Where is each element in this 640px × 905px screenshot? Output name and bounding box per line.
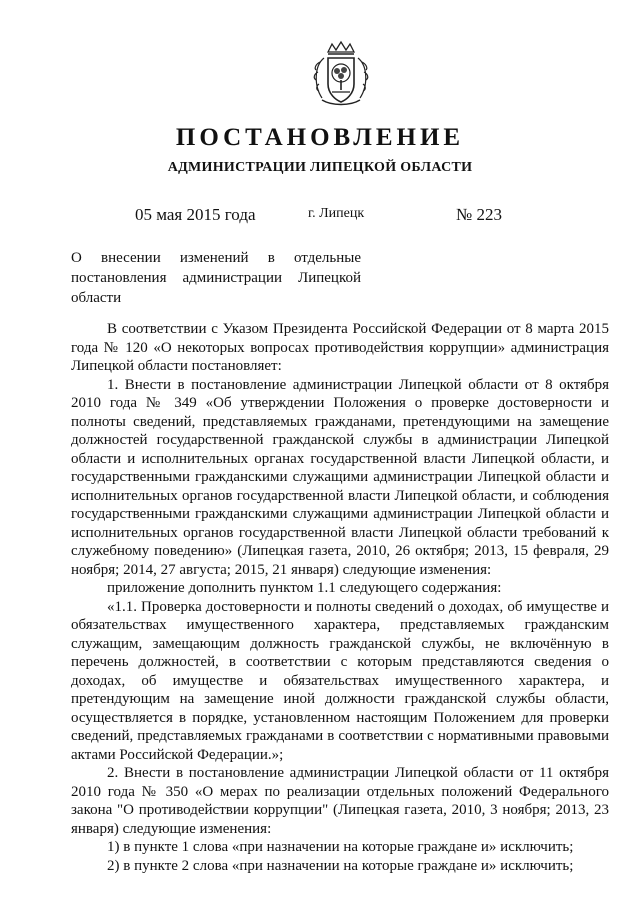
paragraph-subitem-1: 1) в пункте 1 слова «при назначении на которые граждане и» исключить; (107, 839, 574, 855)
document-body (71, 320, 609, 875)
paragraph-preamble: В соответствии с Указом Президента Российской Федерации от 8 марта 2015 года № 120 «О некоторых вопросах противодействия коррупции» администрация Липецкой области постановляет: (71, 321, 609, 374)
document-city: г. Липецк (308, 206, 365, 221)
issuing-authority: АДМИНИСТРАЦИИ ЛИПЕЦКОЙ ОБЛАСТИ (167, 160, 473, 175)
paragraph-amendment-text: «1.1. Проверка достоверности и полноты сведений о доходах, об имуществе и обязательствах имущественного характера, представляемых гражданским служащим, замещающим должность гражданской службы, не включённую в перечень должностей, в соответствии с которым представляются сведения о доходах, об имуществе и обязательствах имущественного характера, и претендующим на замещение иной должности гражданской службы области, осуществляется в порядке, установленном настоящим Положением для проверки сведений, представляемых гражданами в соответствии с нормативными правовыми актами Российской Федерации.»; (71, 598, 609, 763)
coat-of-arms-icon (308, 40, 374, 108)
paragraph-item-1: 1. Внести в постановление администрации Липецкой области от 8 октября 2010 года № 349 «Об утверждении Положения о проверке достоверности и полноты сведений, представляемых гражданами, претендующими на замещение должностей государственной гражданской службы в администрации Липецкой области и исполнительных органах государственной власти Липецкой области, и государственными гражданскими служащими администрации Липецкой области и исполнительных органов государственной власти Липецкой области, и соблюдения государственными гражданскими служащими администрации Липецкой области и исполнительных органов государственной власти Липецкой области требований к служебному поведению» (Липецкая газета, 2010, 26 октября; 2013, 15 февраля, 29 ноября; 2014, 27 августа; 2015, 21 января) следующие изменения: (71, 376, 609, 578)
document-number: № 223 (456, 205, 502, 224)
paragraph-item-2: 2. Внести в постановление администрации Липецкой области от 11 октября 2010 года № 350 «О мерах по реализации отдельных положений Федерального закона "О противодействии коррупции" (Липецкая газета, 2010, 3 ноября; 2013, 23 января) следующие изменения: (71, 765, 609, 837)
paragraph-amendment-intro: приложение дополнить пунктом 1.1 следующего содержания: (107, 580, 502, 596)
document-date: 05 мая 2015 года (135, 205, 256, 224)
paragraph-subitem-2: 2) в пункте 2 слова «при назначении на которые граждане и» исключить; (107, 857, 574, 874)
document-title: ПОСТАНОВЛЕНИЕ (175, 124, 465, 151)
document-subject: О внесении изменений в отдельные постановления администрации Липецкой области (71, 250, 361, 306)
